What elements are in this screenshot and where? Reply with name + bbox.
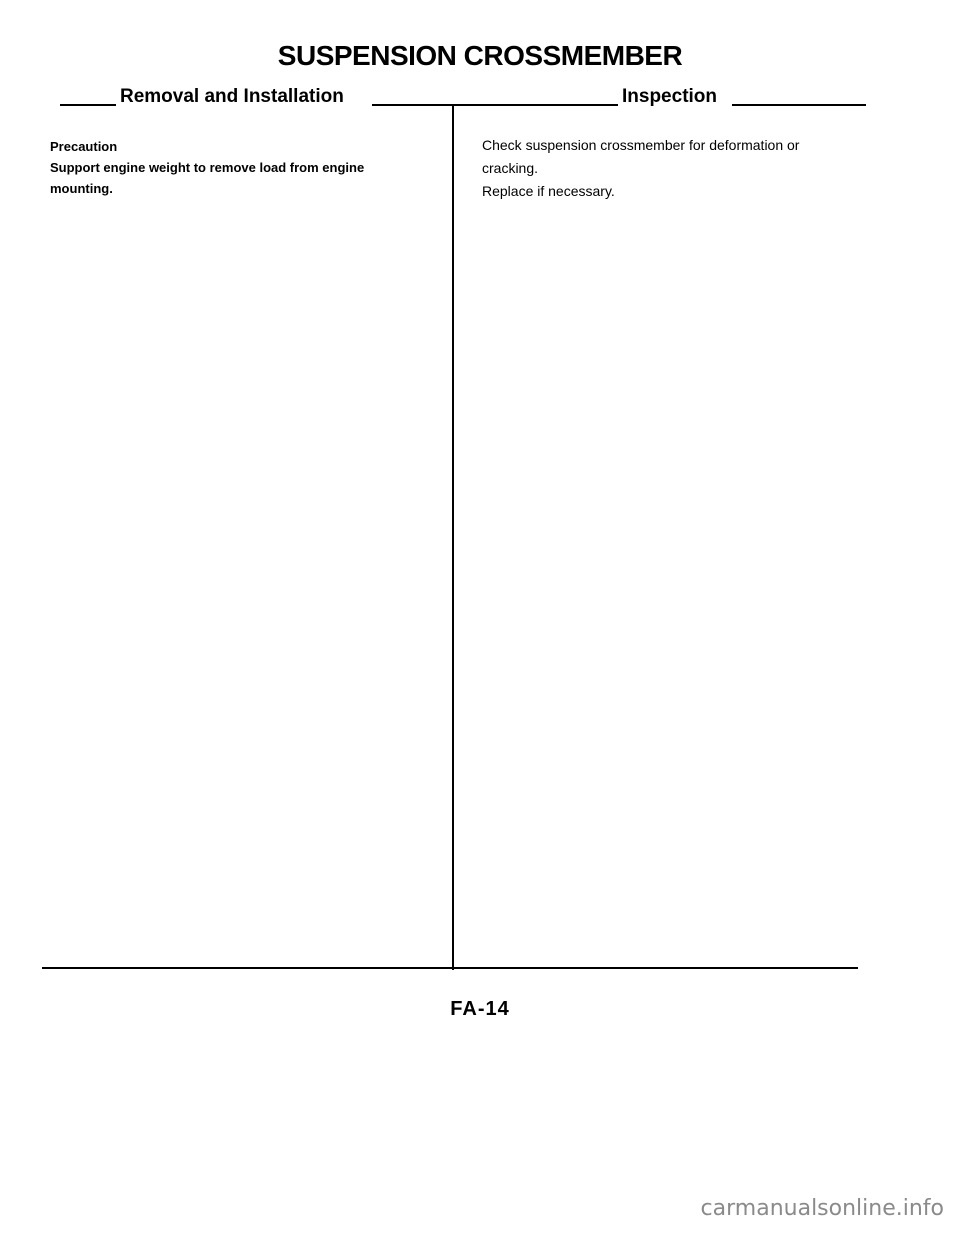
- right-heading-rule-after: [732, 104, 866, 106]
- watermark: carmanualsonline.info: [700, 1196, 944, 1221]
- page-title: SUSPENSION CROSSMEMBER: [277, 40, 683, 71]
- inspection-heading: Inspection: [622, 86, 718, 107]
- bottom-rule: [42, 967, 858, 969]
- removal-installation-heading: Removal and Installation: [120, 86, 344, 107]
- left-heading-rule-after: [372, 104, 454, 106]
- inspection-body: [482, 134, 882, 203]
- precaution-text-line-1: Support engine weight to remove load from engine: [50, 160, 365, 175]
- right-heading-rule-before: [454, 104, 618, 106]
- precaution-label: Precaution: [50, 139, 118, 154]
- column-divider: [452, 104, 454, 970]
- inspection-text-line-3: Replace if necessary.: [482, 183, 615, 199]
- inspection-text-line-2: cracking.: [482, 160, 539, 176]
- inspection-text-line-1: Check suspension crossmember for deformation or: [482, 137, 800, 153]
- left-heading-rule-before: [60, 104, 116, 106]
- precaution-text-line-2: mounting.: [50, 181, 113, 196]
- removal-installation-body: [50, 136, 440, 199]
- page-number: FA-14: [450, 998, 510, 1020]
